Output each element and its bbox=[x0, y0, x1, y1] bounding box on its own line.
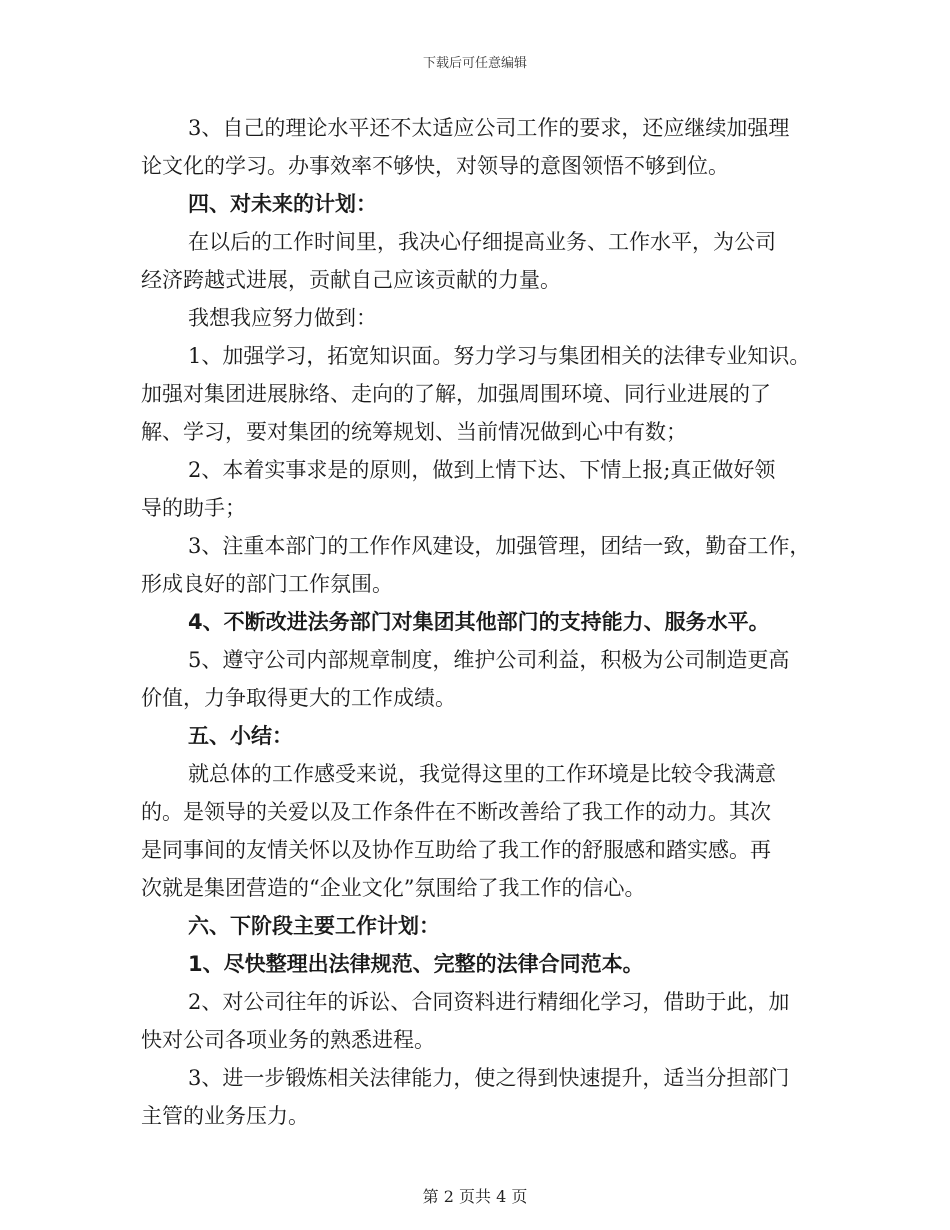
text-line: 4、不断改进法务部门对集团其他部门的支持能力、服务水平。 bbox=[188, 610, 770, 634]
text-line: 是同事间的友情关怀以及协作互助给了我工作的舒服感和踏实感。再 bbox=[141, 838, 771, 862]
paragraph bbox=[141, 527, 821, 603]
text-line: 经济跨越式进展，贡献自己应该贡献的力量。 bbox=[141, 268, 561, 292]
text-line: 的。是领导的关爱以及工作条件在不断改善给了我工作的动力。其次 bbox=[141, 800, 771, 824]
paragraph bbox=[141, 1059, 821, 1135]
text-line: 1、尽快整理出法律规范、完整的法律合同范本。 bbox=[188, 952, 644, 976]
text-line: 解、学习，要对集团的统筹规划、当前情况做到心中有数； bbox=[141, 420, 687, 444]
text-line: 3、自己的理论水平还不太适应公司工作的要求，还应继续加强理 bbox=[188, 116, 790, 140]
text-line: 论文化的学习。办事效率不够快，对领导的意图领悟不够到位。 bbox=[141, 154, 729, 178]
text-line: 3、进一步锻炼相关法律能力，使之得到快速提升，适当分担部门 bbox=[188, 1066, 790, 1090]
paragraph bbox=[141, 983, 821, 1059]
text-line: 四、对未来的计划： bbox=[188, 192, 377, 216]
section-heading bbox=[141, 185, 821, 223]
page-footer: 第 2 页共 4 页 bbox=[422, 1187, 528, 1206]
text-line: 加强对集团进展脉络、走向的了解，加强周围环境、同行业进展的了 bbox=[141, 382, 771, 406]
paragraph bbox=[141, 109, 821, 185]
text-line: 在以后的工作时间里，我决心仔细提高业务、工作水平，为公司 bbox=[188, 230, 776, 254]
paragraph bbox=[141, 641, 821, 717]
text-line: 导的助手； bbox=[141, 496, 246, 520]
text-line: 主管的业务压力。 bbox=[141, 1104, 309, 1128]
section-heading bbox=[141, 603, 821, 641]
section-heading bbox=[141, 717, 821, 755]
paragraph bbox=[141, 299, 821, 337]
text-line: 六、下阶段主要工作计划： bbox=[188, 914, 440, 938]
document-body bbox=[141, 109, 821, 1135]
text-line: 形成良好的部门工作氛围。 bbox=[141, 572, 393, 596]
text-line: 次就是集团营造的“企业文化”氛围给了我工作的信心。 bbox=[141, 876, 646, 900]
paragraph bbox=[141, 223, 821, 299]
text-line: 就总体的工作感受来说，我觉得这里的工作环境是比较令我满意 bbox=[188, 762, 776, 786]
text-line: 3、注重本部门的工作作风建设，加强管理，团结一致，勤奋工作， bbox=[188, 534, 811, 558]
text-line: 2、对公司往年的诉讼、合同资料进行精细化学习，借助于此，加 bbox=[188, 990, 790, 1014]
text-line: 5、遵守公司内部规章制度，维护公司利益，积极为公司制造更高 bbox=[188, 648, 790, 672]
section-heading bbox=[141, 945, 821, 983]
page-header: 下载后可任意编辑 bbox=[422, 56, 527, 71]
paragraph bbox=[141, 451, 821, 527]
paragraph bbox=[141, 337, 821, 451]
text-line: 1、加强学习，拓宽知识面。努力学习与集团相关的法律专业知识。 bbox=[188, 344, 811, 368]
section-heading bbox=[141, 907, 821, 945]
text-line: 2、本着实事求是的原则，做到上情下达、下情上报;真正做好领 bbox=[188, 458, 776, 482]
text-line: 五、小结： bbox=[188, 724, 293, 748]
text-line: 我想我应努力做到： bbox=[188, 306, 377, 330]
text-line: 快对公司各项业务的熟悉进程。 bbox=[141, 1028, 435, 1052]
text-line: 价值，力争取得更大的工作成绩。 bbox=[141, 686, 456, 710]
paragraph bbox=[141, 755, 821, 907]
